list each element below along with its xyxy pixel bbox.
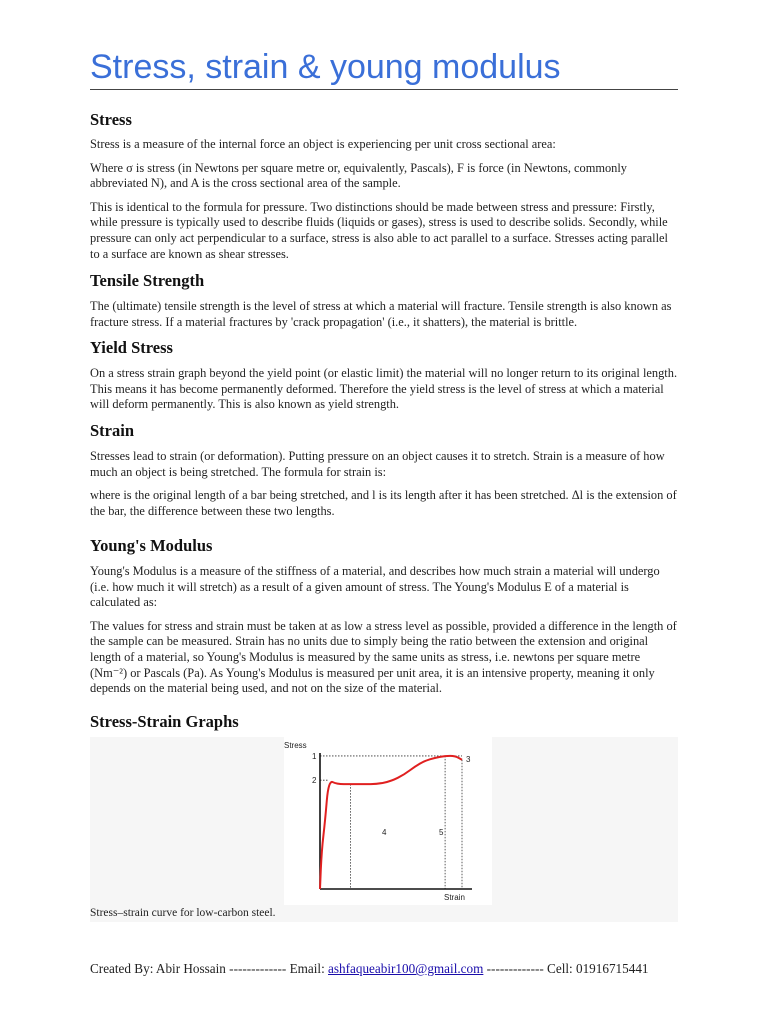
heading-tensile-strength: Tensile Strength (90, 271, 205, 290)
heading-strain: Strain (90, 421, 135, 440)
section-strain (90, 421, 678, 519)
yield-paragraph: On a stress strain graph beyond the yield point (or elastic limit) the material will no longer return to its original length. This means it has become permanently deformed. Therefore the yield stress is the level of stress at which a material will deform permanently. This is also known as yield strength. (90, 366, 678, 412)
stress-strain-curve (320, 756, 462, 889)
stress-paragraph-3: This is identical to the formula for pressure. Two distinctions should be made between stress and pressure: Firstly, while pressure is typically used to describe fluids (liquids or gases), stress is used to describe solids. Secondly, while pressure can only act perpendicular to a surface, stress is also able to act parallel to a surface. Stresses acting parallel to a surface are known as shear stresses. (90, 199, 668, 261)
section-stress-strain-graphs (90, 712, 678, 732)
page-title: Stress, strain & young modulus (90, 48, 561, 86)
title-divider (90, 89, 678, 90)
chart-guides (320, 756, 462, 889)
footer-cell: ------------- Cell: 01916715441 (483, 961, 649, 976)
tensile-paragraph: The (ultimate) tensile strength is the level of stress at which a material will fracture. Tensile strength is also known as fracture stress. If a material fractures by 'crack propagation' (i.e., it shatters), the material is brittle. (90, 299, 672, 329)
heading-yield-stress: Yield Stress (90, 338, 173, 357)
figure-caption: Stress–strain curve for low-carbon steel. (90, 907, 276, 919)
region-label-4: 4 (382, 828, 387, 837)
stress-paragraph-2: Where σ is stress (in Newtons per square metre or, equivalently, Pascals), F is force (in Newtons, commonly abbreviated N), and A is the cross sectional area of the sample. (90, 160, 628, 191)
heading-stress-strain-graphs: Stress-Strain Graphs (90, 712, 239, 731)
footer-email-link[interactable]: ashfaqueabir100@gmail.com (328, 961, 484, 976)
x-axis-label: Strain (444, 893, 465, 902)
stress-strain-chart (284, 737, 492, 905)
strain-paragraph-2: where is the original length of a bar being stretched, and l is its length after it has been stretched. Δl is the extension of the bar, the difference between these two lengths. (90, 488, 677, 518)
footer-created-by: Created By: Abir Hossain ------------- Email: (90, 961, 329, 976)
section-youngs-modulus (90, 536, 678, 697)
figure-box (90, 737, 678, 922)
figure-image (284, 737, 492, 905)
section-stress (90, 110, 678, 262)
section-tensile (90, 271, 678, 330)
section-yield (90, 338, 678, 413)
heading-youngs-modulus: Young's Modulus (90, 536, 213, 555)
point-label-3: 3 (466, 754, 471, 764)
point-label-1: 1 (312, 751, 317, 761)
stress-paragraph-1: Stress is a measure of the internal force an object is experiencing per unit cross sectional area: (90, 137, 556, 151)
point-label-2: 2 (312, 776, 317, 786)
youngs-paragraph-1: Young's Modulus is a measure of the stiffness of a material, and describes how much strain a material will undergo (i.e. how much it will stretch) as a result of a given amount of stress. The Young's Modulus E of a material is calculated as: (90, 564, 660, 610)
y-axis-label: Stress (284, 741, 307, 750)
footer (90, 961, 690, 977)
youngs-paragraph-2: The values for stress and strain must be taken at as low a stress level as possible, provided a difference in the length of the sample can be measured. Strain has no units due to simply being the ratio between the extension and original length of a material, so Young's Modulus is measured by the same units as stress, i.e. newtons per square metre (Nm⁻²) or Pascals (Pa). As Young's Modulus is measured per unit area, it is an intensive property, meaning it only depends on the material being used, and not on the size of the material. (90, 618, 677, 696)
region-label-5: 5 (439, 828, 444, 837)
heading-stress: Stress (90, 110, 132, 129)
strain-paragraph-1: Stresses lead to strain (or deformation). Putting pressure on an object causes it to stretch. Strain is a measure of how much an object is being stretched. The formula for strain is: (90, 449, 665, 479)
